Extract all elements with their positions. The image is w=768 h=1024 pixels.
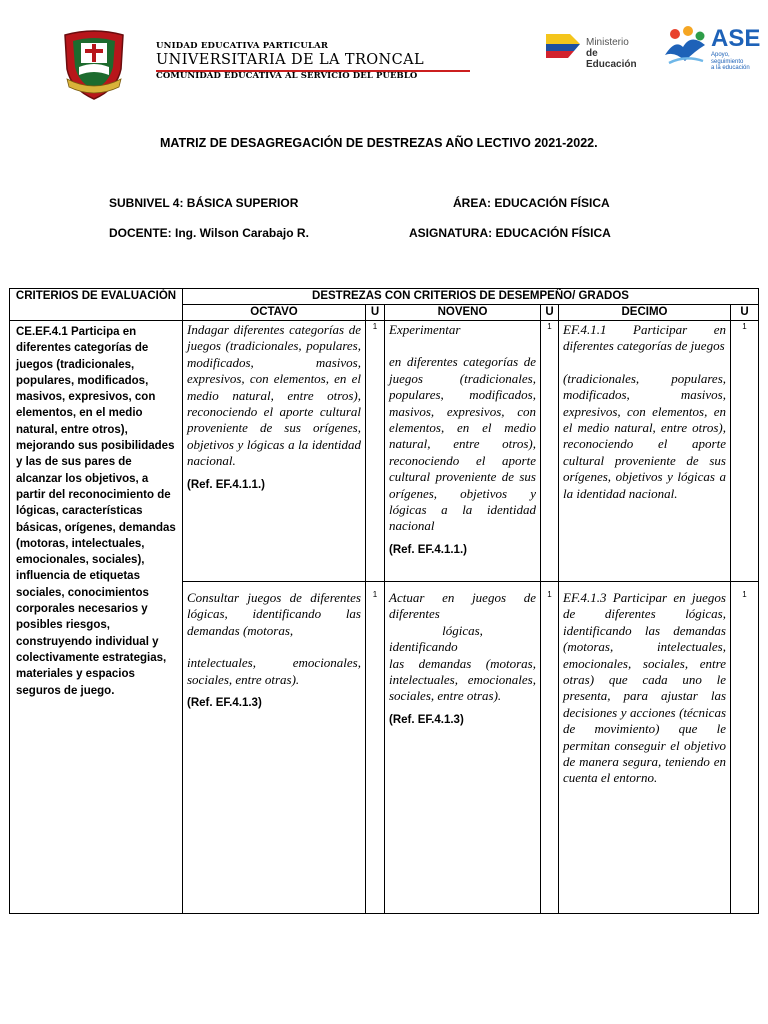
document-title: MATRIZ DE DESAGREGACIÓN DE DESTREZAS AÑO LECTIVO 2021-2022. <box>160 136 598 150</box>
destreza-text: EF.4.1.1 Participar en diferentes categorías de juegos <box>563 322 726 354</box>
octavo-cell <box>183 582 366 914</box>
docente-label: DOCENTE: Ing. Wilson Carabajo R. <box>109 226 309 240</box>
unit-cell: 1 <box>731 582 759 914</box>
ase-wordmark: ASE <box>711 25 761 52</box>
ase-tagline-line1: Apoyo, seguimiento <box>711 52 744 65</box>
destrezas-header: DESTREZAS CON CRITERIOS DE DESEMPEÑO/ GRADOS <box>183 289 759 305</box>
destreza-reference: (Ref. EF.4.1.1.) <box>187 478 265 491</box>
destreza-reference: (Ref. EF.4.1.3) <box>389 713 464 726</box>
octavo-cell <box>183 321 366 582</box>
noveno-header: NOVENO <box>385 305 541 321</box>
unit-cell: 1 <box>541 321 559 582</box>
people-icon <box>661 25 709 67</box>
school-name-block <box>156 41 470 81</box>
ecuador-flag-icon <box>544 30 582 60</box>
destreza-reference: (Ref. EF.4.1.3) <box>187 697 262 710</box>
school-type: UNIDAD EDUCATIVA PARTICULAR <box>156 41 329 51</box>
u-header: U <box>541 305 559 321</box>
destreza-text: identificando <box>389 639 458 655</box>
decimo-header: DECIMO <box>559 305 731 321</box>
school-motto: COMUNIDAD EDUCATIVA AL SERVICIO DEL PUEBLO <box>156 71 418 81</box>
destrezas-table <box>9 288 759 914</box>
destreza-text: lógicas, <box>442 622 483 638</box>
subnivel-label: SUBNIVEL 4: BÁSICA SUPERIOR <box>109 196 299 210</box>
destreza-text: las demandas (motoras, intelectuales, emocionales, sociales, entre otras). <box>389 655 536 704</box>
destreza-text: Consultar juegos de diferentes lógicas, identificando las demandas (motoras, <box>187 590 361 638</box>
u-header: U <box>366 305 385 321</box>
unit-cell: 1 <box>366 321 385 582</box>
destreza-text: EF.4.1.3 Participar en juegos de diferentes lógicas, identificando las demandas (motoras, intelectuales, emocionales, sociales, entre otras) que cada uno le presenta, para ajustar las decisiones y acciones (técnicas de movimiento) que le permitan conseguir el objetivo de manera segura, teniendo en cuenta el entorno. <box>563 590 726 786</box>
criterios-header: CRITERIOS DE EVALUACIÓN <box>10 289 183 321</box>
asignatura-label: ASIGNATURA: EDUCACIÓN FÍSICA <box>409 226 611 240</box>
area-label: ÁREA: EDUCACIÓN FÍSICA <box>453 196 610 210</box>
destreza-text: (tradicionales, populares, modificados, masivos, expresivos, con elementos, en el medio natural, entre otros), reconociendo el aporte cultural proveniente de sus orígenes, objetivos y lógicas a la identidad nacional. <box>563 370 726 501</box>
ministry-line1: Ministerio <box>586 37 629 48</box>
noveno-cell <box>385 321 541 582</box>
u-header: U <box>731 305 759 321</box>
destreza-text: intelectuales, emocionales, sociales, entre otras). <box>187 655 361 687</box>
unit-cell: 1 <box>731 321 759 582</box>
octavo-header: OCTAVO <box>183 305 366 321</box>
noveno-cell <box>385 582 541 914</box>
destreza-reference: (Ref. EF.4.1.1.) <box>389 543 467 556</box>
decimo-cell <box>559 321 731 582</box>
ase-logo <box>661 25 761 71</box>
school-name: UNIVERSITARIA DE LA TRONCAL <box>156 52 425 68</box>
unit-cell: 1 <box>366 582 385 914</box>
ase-tagline-line2: a la educación <box>711 65 750 71</box>
destreza-text: en diferentes categorías de juegos (tradicionales, populares, modificados, masivos, expresivos, con elementos, en el medio natural, entre otros), reconociendo el aporte cultural proveniente de sus orígenes, objetivos y lógicas a la identidad nacional <box>389 354 536 534</box>
unit-cell: 1 <box>541 582 559 914</box>
ministerio-educacion-logo <box>544 28 650 70</box>
ministry-line2: de Educación <box>586 48 637 70</box>
decimo-cell <box>559 582 731 914</box>
destreza-text: Indagar diferentes categorías de juegos (tradicionales, populares, modificados, masivos, expresivos, con elementos, en el medio natural, entre otros), reconociendo el aporte cultural proveniente de sus orígenes, objetivos y lógicas a la identidad nacional. <box>187 322 361 469</box>
school-crest-logo <box>61 29 127 101</box>
criterio-cell: CE.EF.4.1 Participa en diferentes categorías de juegos (tradicionales, populares, modificados, masivos, expresivos, con elementos, en el medio natural, entre otros), mejorando sus posibilidades y las de sus pares de alcanzar los objetivos, a partir del reconocimiento de lógicas, características básicas, orígenes, demandas (motoras, intelectuales, emocionales, sociales), influencia de etiquetas sociales, conocimientos corporales necesarios y posibles riesgos, construyendo individual y colectivamente estrategias, materiales y espacios seguros de juego. <box>10 321 183 914</box>
destreza-text: Experimentar <box>389 322 461 337</box>
destreza-text: Actuar en juegos de diferentes <box>389 590 536 622</box>
